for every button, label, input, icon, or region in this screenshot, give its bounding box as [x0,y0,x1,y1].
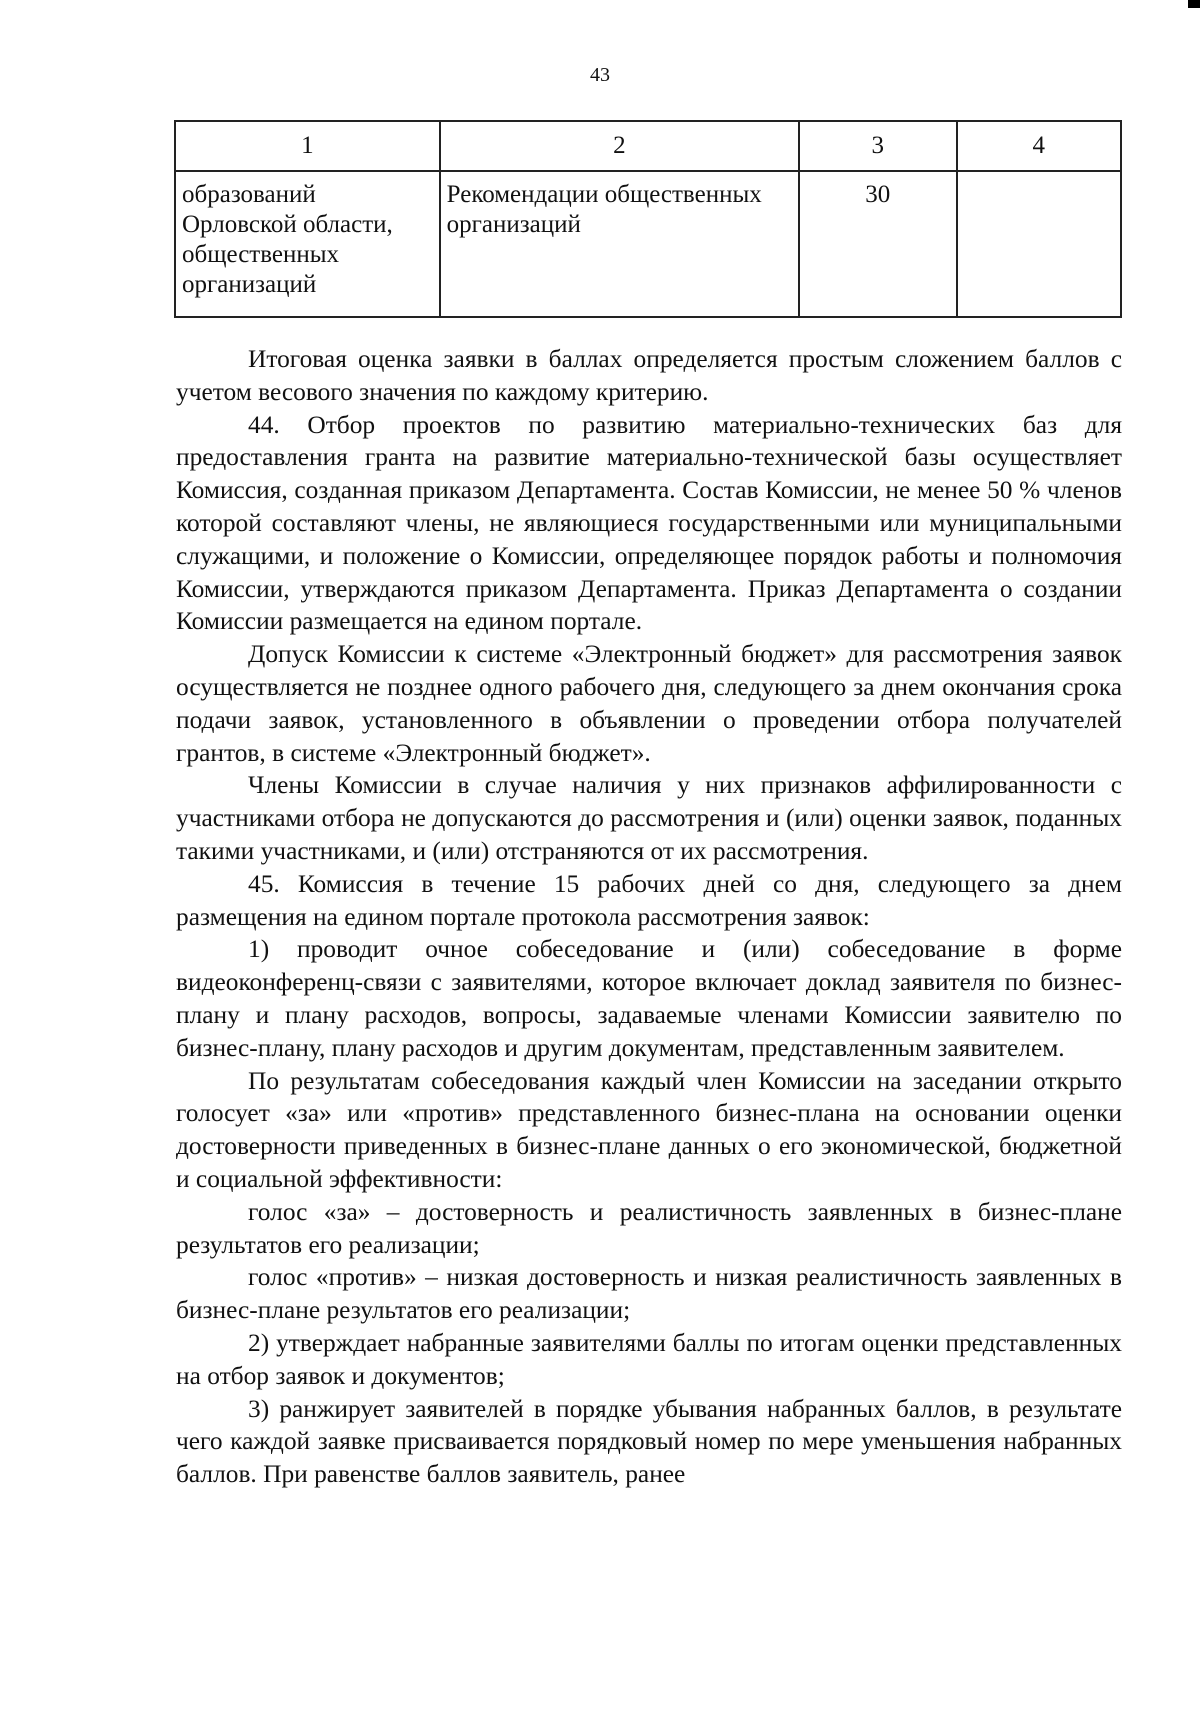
table-header-cell: 2 [440,121,799,171]
paragraph: Итоговая оценка заявки в баллах определяется простым сложением баллов с учетом весового значения по каждому критерию. [176,345,1122,406]
criteria-table [174,120,1122,318]
document-body [176,343,1122,1491]
paragraph: 3) ранжирует заявителей в порядке убывания набранных баллов, в результате чего каждой заявке присваивается порядковый номер по мере уменьшения набранных баллов. При равенстве баллов заявитель, ранее [176,1394,1122,1489]
paragraph: 2) утверждает набранные заявителями баллы по итогам оценки представленных на отбор заявок и документов; [176,1328,1122,1390]
scan-corner-mark [1188,0,1200,8]
table-cell-source: образований Орловской области, общественных организаций [175,171,440,317]
table-cell-criterion: Рекомендации общественных организаций [440,171,799,317]
table-row [175,171,1121,317]
paragraph: 45. Комиссия в течение 15 рабочих дней со дня, следующего за днем размещения на едином портале протокола рассмотрения заявок: [176,869,1122,931]
table-header-cell: 3 [799,121,957,171]
table-cell-score: 30 [799,171,957,317]
page-number: 43 [590,64,610,86]
paragraph: 44. Отбор проектов по развитию материально-технических баз для предоставления гранта на развитие материально-технической базы осуществляет Комиссия, созданная приказом Департамента. Состав Комиссии, не менее 50 % членов которой составляют члены, не являющиеся государственными или муниципальными служащими, и положение о Комиссии, определяющее порядок работы и полномочия Комиссии, утверждаются приказом Департамента. Приказ Департамента о создании Комиссии размещается на едином портале. [176,410,1122,636]
paragraph: голос «за» – достоверность и реалистичность заявленных в бизнес-плане результатов его реализации; [176,1197,1122,1259]
paragraph: голос «против» – низкая достоверность и низкая реалистичность заявленных в бизнес-плане результатов его реализации; [176,1263,1122,1325]
table-header-row [175,121,1121,171]
paragraph: Допуск Комиссии к системе «Электронный бюджет» для рассмотрения заявок осуществляется не позднее одного рабочего дня, следующего за днем окончания срока подачи заявок, установленного в объявлении о проведении отбора получателей грантов, в системе «Электронный бюджет». [176,640,1122,767]
paragraph: 1) проводит очное собеседование и (или) собеседование в форме видеоконференц-связи с заявителями, которое включает доклад заявителя по бизнес-плану и плану расходов, вопросы, задаваемые членами Комиссии заявителю по бизнес-плану, плану расходов и другим документам, представленным заявителем. [176,935,1122,1062]
table-cell-empty [957,171,1121,317]
paragraph: Члены Комиссии в случае наличия у них признаков аффилированности с участниками отбора не допускаются до рассмотрения и (или) оценки заявок, поданных такими участниками, и (или) отстраняются от их рассмотрения. [176,771,1122,865]
paragraph: По результатам собеседования каждый член Комиссии на заседании открыто голосует «за» или «против» представленного бизнес-плана на основании оценки достоверности приведенных в бизнес-плане данных о его экономической, бюджетной и социальной эффективности: [176,1066,1122,1193]
table-header-cell: 1 [175,121,440,171]
table-header-cell: 4 [957,121,1121,171]
